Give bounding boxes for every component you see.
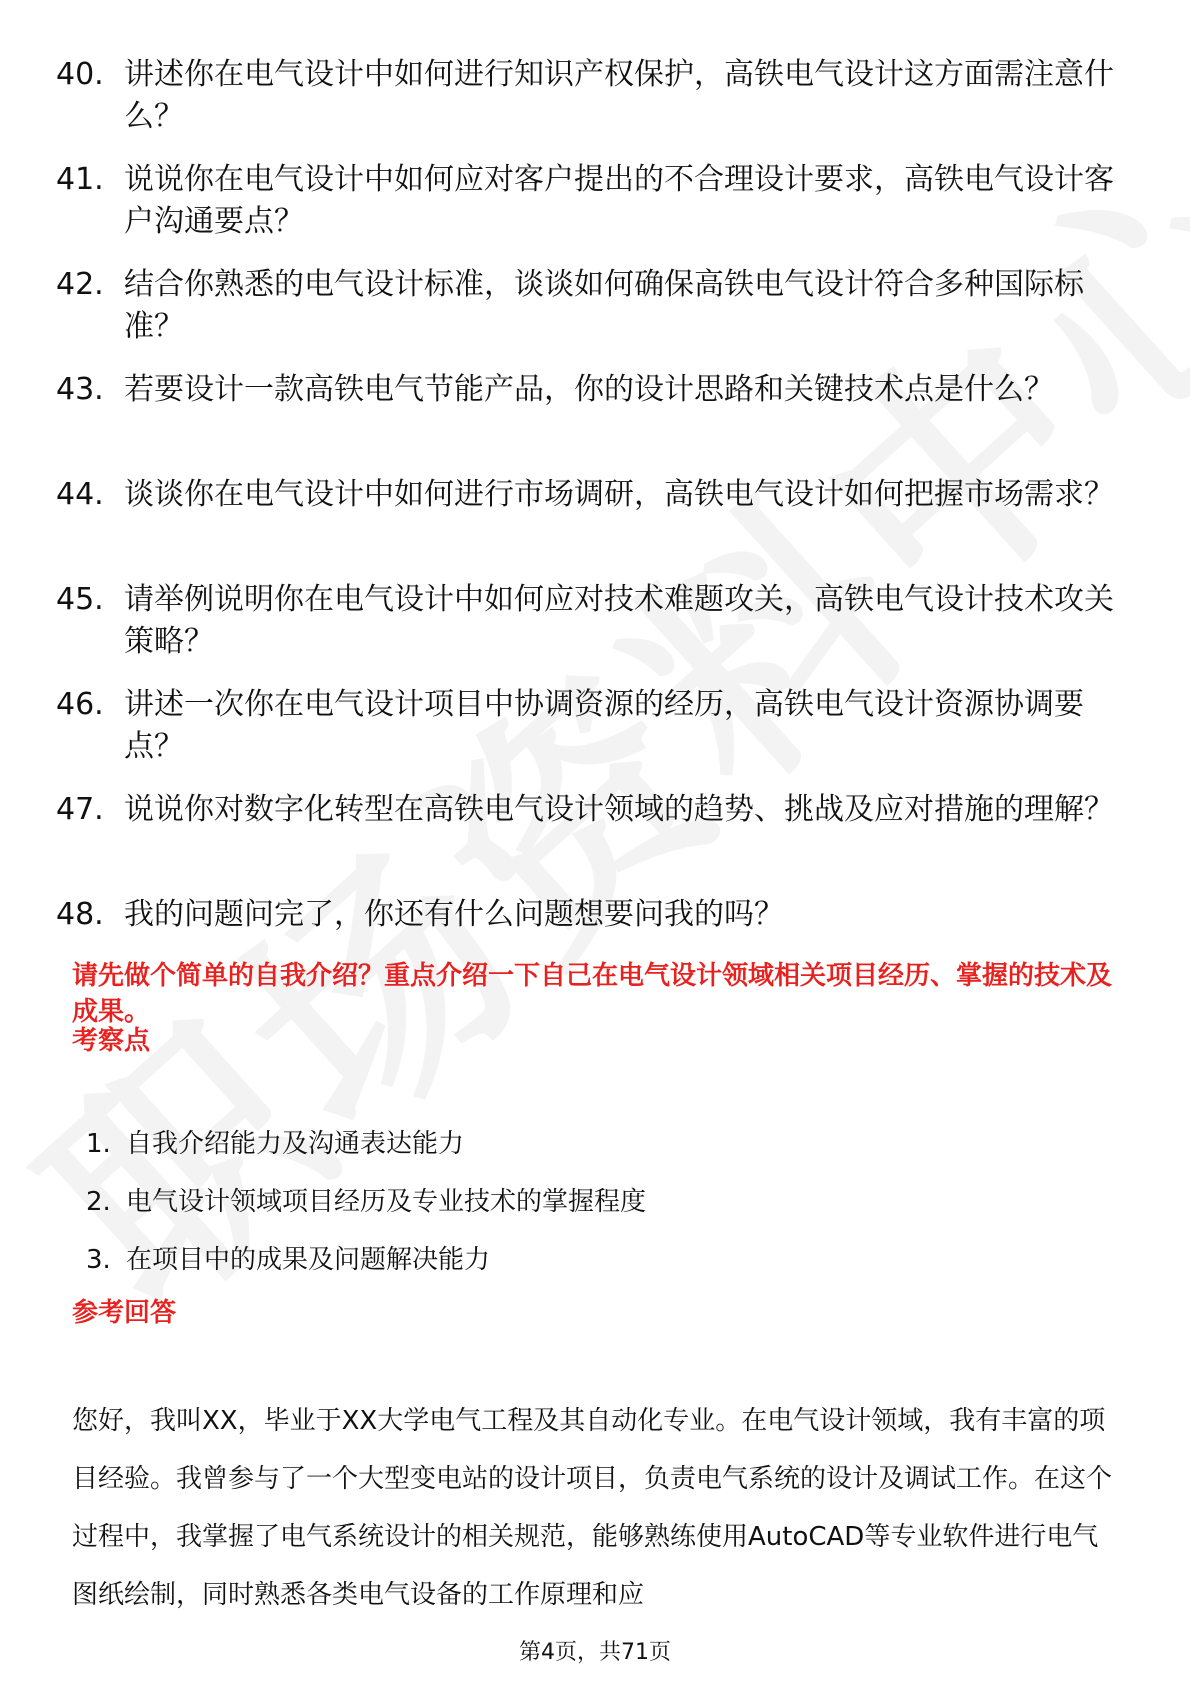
question-list xyxy=(0,54,1190,999)
point-text: 在项目中的成果及问题解决能力 xyxy=(126,1245,491,1275)
reference-answer-label: 参考回答 xyxy=(72,1298,177,1328)
examine-points-label: 考察点 xyxy=(72,1026,151,1056)
question-item xyxy=(0,159,1190,264)
question-item xyxy=(0,369,1190,474)
reference-answer-text: 您好，我叫XX，毕业于XX大学电气工程及其自动化专业。在电气设计领域，我有丰富的项目经验。我曾参与了一个大型变电站的设计项目，负责电气系统的设计及调试工作。在这个过程中，我掌握了电气系统设计的相关规范，能够熟练使用AutoCAD等专业软件进行电气图纸绘制，同时熟悉各类电气设备的工作原理和应 xyxy=(72,1406,1113,1610)
examine-points-list xyxy=(0,1126,1190,1300)
question-item xyxy=(0,579,1190,684)
highlight-question: 请先做个简单的自我介绍？重点介绍一下自己在电气设计领域相关项目经历、掌握的技术及成果。 xyxy=(72,961,1113,1027)
question-text: 请举例说明你在电气设计中如何应对技术难题攻关，高铁电气设计技术攻关策略？ xyxy=(124,582,1114,659)
examine-point xyxy=(0,1242,1190,1300)
question-item xyxy=(0,789,1190,894)
examine-point xyxy=(0,1126,1190,1184)
point-text: 电气设计领域项目经历及专业技术的掌握程度 xyxy=(126,1187,647,1217)
question-text: 说说你在电气设计中如何应对客户提出的不合理设计要求，高铁电气设计客户沟通要点？ xyxy=(124,162,1114,239)
examine-point xyxy=(0,1184,1190,1242)
question-item xyxy=(0,264,1190,369)
question-number: 46. xyxy=(56,687,104,722)
page-number: 第4页，共71页 xyxy=(519,1640,671,1665)
question-number: 40. xyxy=(56,57,104,92)
point-number: 3. xyxy=(86,1245,111,1275)
question-text: 我的问题问完了，你还有什么问题想要问我的吗？ xyxy=(124,897,784,932)
question-number: 47. xyxy=(56,792,104,827)
question-number: 43. xyxy=(56,372,104,407)
question-item xyxy=(0,54,1190,159)
question-text: 结合你熟悉的电气设计标准，谈谈如何确保高铁电气设计符合多种国际标准？ xyxy=(124,267,1084,344)
point-number: 2. xyxy=(86,1187,111,1217)
question-number: 42. xyxy=(56,267,104,302)
question-number: 48. xyxy=(56,897,104,932)
point-text: 自我介绍能力及沟通表达能力 xyxy=(126,1129,465,1159)
question-item xyxy=(0,684,1190,789)
question-text: 说说你对数字化转型在高铁电气设计领域的趋势、挑战及应对措施的理解？ xyxy=(124,792,1114,827)
point-number: 1. xyxy=(86,1129,111,1159)
question-number: 45. xyxy=(56,582,104,617)
question-number: 41. xyxy=(56,162,104,197)
question-item xyxy=(0,474,1190,579)
question-text: 讲述一次你在电气设计项目中协调资源的经历，高铁电气设计资源协调要点？ xyxy=(124,687,1084,764)
question-text: 若要设计一款高铁电气节能产品，你的设计思路和关键技术点是什么？ xyxy=(124,372,1054,407)
question-number: 44. xyxy=(56,477,104,512)
question-text: 讲述你在电气设计中如何进行知识产权保护，高铁电气设计这方面需注意什么？ xyxy=(124,57,1114,134)
question-text: 谈谈你在电气设计中如何进行市场调研，高铁电气设计如何把握市场需求？ xyxy=(124,477,1114,512)
